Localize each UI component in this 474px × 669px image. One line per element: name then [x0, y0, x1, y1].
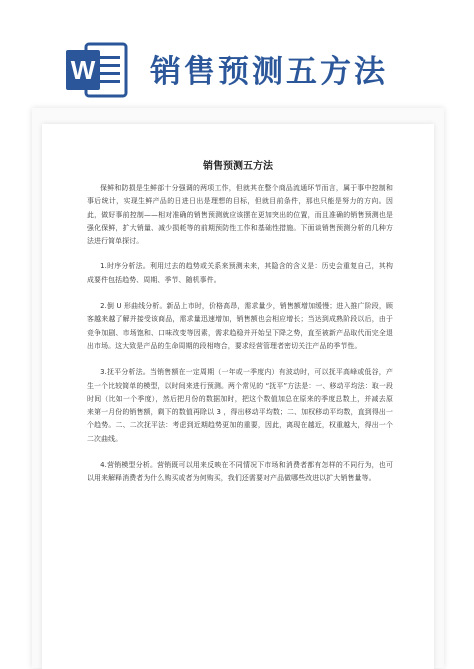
word-document-icon: [64, 42, 128, 98]
document-title: 销售预测五方法: [203, 161, 273, 172]
banner-title: 销售预测五方法: [150, 54, 388, 90]
paragraph-method-2: 2.倒 U 形曲线分析。新品上市时，价格高昂，需求量少，销售额增加缓慢；进入推广阶段，顾客越来越了解并接受该商品，需求量迅速增加，销售额也会相应增长；当达到成熟阶段以后，由于竞争加剧、市场饱和、口味改变等因素，需求趋稳并开始呈下降之势，直至被新产品取代而完全退出市场。这大致是产品的生命周期的段相吻合，要求经营管理者密切关注产品的季节性。: [87, 302, 393, 350]
paragraph-method-1: 1.时序分析法。利用过去的趋势或关系来预测未来，其隐含的含义是：历史会重复自己，其构成要件包括趋势、周期、季节、随机事件。: [87, 262, 393, 284]
document-page: [42, 124, 434, 669]
logo-letter: W: [70, 55, 96, 85]
paragraph-intro: 保鲜和防损是生鲜部十分强调的两项工作，但就其在整个商品流通环节而言，属于事中控制和事后统计，实现生鲜产品的日进日出是理想的目标，但就目前条件，那也只能是努力的方向。因此，做好事前控制——相对准确的销售预测就应该摆在更加突出的位置，而且准确的销售预测也是强化保鲜，扩大销量、减少损耗等的前期预防性工作和基础性措施。下面谈销售预测分析的几种方法进行简单探讨。: [87, 184, 393, 246]
document-body: [87, 182, 393, 499]
paragraph-method-4: 4.营销模型分析。营销既可以用来反映在不同情况下市场和消费者都有怎样的不同行为，也可以用来解释消费者为什么购买或者为何购买，我们还需要对产品做哪些改进以扩大销售量等。: [87, 461, 393, 483]
paragraph-method-3: 3.抚平分析法。当销售额在一定周期（一年或一季度内）有波动时，可以抚平高峰或低谷，产生一个比较简单的模型，以时间来进行预测。两个常见的 “抚平”方法是：一、移动平均法：取一段时间（比如一个季度），然后把月份的数据加时，把这个数值加总在原来的季度总数上，并减去原来第一月份的销售额，剩下的数值再除以 3 ，得出移动平均数；二、加权移动平均数，直到得出一个趋势。二、二次抚平法：考虑到近期趋势更加的重要，因此，离现在越近，权重越大，得出一个二次曲线。: [87, 368, 393, 443]
